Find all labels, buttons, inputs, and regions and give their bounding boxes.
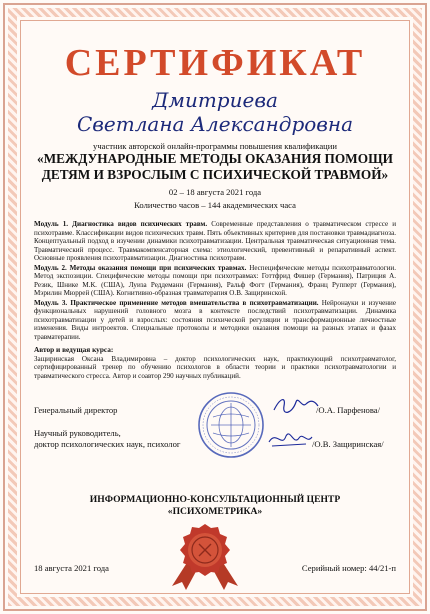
module-text: Нейронауки и изучение функциональных нарушений головного мозга в контексте последствий психотравматизации. Динамика психотравматизации у детей и взрослых: состояния психической регуляции и трансформационные личностные изменения. Виды интроектов. Специальные протоколы и методики оказания помощи на разных этапах и фазах травматерапии. — [34, 298, 397, 341]
serial-number: Серийный номер: 44/21-п — [301, 563, 396, 573]
module-heading: Модуль 2. Методы оказания помощи при психических травмах. — [34, 263, 247, 272]
module-heading: Модуль 1. Диагностика видов психических травм. — [34, 220, 208, 228]
program-title-line1: «МЕЖДУНАРОДНЫЕ МЕТОДЫ ОКАЗАНИЯ ПОМОЩИ — [36, 151, 394, 166]
director-signature-icon — [272, 394, 320, 416]
recipient-surname: Дмитриева — [152, 88, 278, 112]
director-role: Генеральный директор — [34, 405, 118, 415]
recipient-given-names: Светлана Александровна — [76, 112, 354, 136]
issue-date: 18 августа 2021 года — [34, 563, 109, 573]
organization-name: ИНФОРМАЦИОННО-КОНСУЛЬТАЦИОННЫЙ ЦЕНТР — [89, 494, 341, 505]
certificate-title: СЕРТИФИКАТ — [64, 42, 366, 84]
program-dates: 02 – 18 августа 2021 года — [168, 187, 262, 197]
program-title-line2: ДЕТЯМ И ВЗРОСЛЫМ С ПСИХИЧЕСКОЙ ТРАВМОЙ» — [41, 166, 389, 182]
program-hours: Количество часов – 144 академических часа — [134, 200, 296, 210]
director-name: /О.А. Парфенова/ — [316, 405, 380, 415]
author-heading: Автор и ведущая курса: — [34, 345, 114, 354]
module-heading: Модуль 3. Практическое применение методов вмешательства в психотравматизации. — [34, 298, 319, 307]
supervisor-role-line1: Научный руководитель, — [34, 428, 121, 438]
supervisor-name: /О.В. Защиринская/ — [312, 439, 384, 449]
wax-seal-icon — [150, 520, 260, 590]
module-text: Неспецифические методы психотравматологии. Метод экспозиции. Специфические методы помощи при психотравмах: Готтфрид Фишер (Германия), Патриция А. Резик, Шнике М.К. (США), Луиза Реддеманн (Германия), Ральф Фогт (Германия), Франц Рупперт (Германия), Мэрилин Мюррей (США). Когнитивно-образная травматерапия О.В. Защиринской. — [34, 263, 396, 297]
author-description: Защиринская Оксана Владимировна – доктор психологических наук, практикующий психотравматолог, сертифицированный тренер по обучению психологов в области теории и практики психотравматологии и травматического стресса. Автор и соавтор 290 научных публикаций. — [34, 354, 396, 380]
module-text: Современные представления о травматическом стрессе и психотравме. Классификации видов психических травм. Пять объективных критериев для постановки травмадиагноза. Концептуальный подход в изучении динамики психотравматизации. Центральная травматическая ситуационная тема. Травматический процесс. Травмакомпенсаторная схема: этиологический, превентивный и репаративный аспект. Основные проявления психотравматизации. Диагностика психотравм. — [34, 220, 396, 262]
participant-intro: участник авторской онлайн-программы повышения квалификации — [93, 141, 337, 151]
supervisor-role-line2: доктор психологических наук, психолог — [34, 439, 181, 449]
organization-brand: «ПСИХОМЕТРИКА» — [167, 506, 263, 517]
organization-seal-icon — [197, 391, 265, 459]
supervisor-signature-icon — [266, 428, 314, 450]
